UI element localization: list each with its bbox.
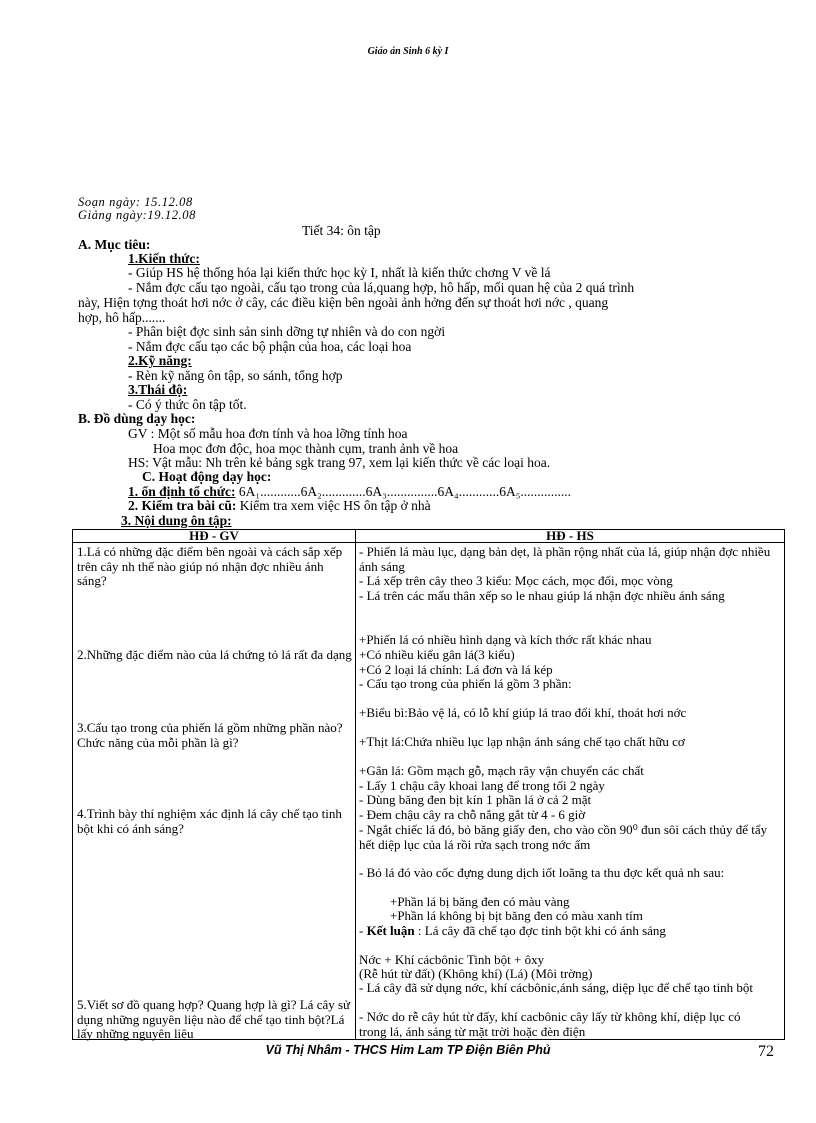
skills-line-1: - Rèn kỹ năng ôn tập, so sánh, tổng hợp bbox=[128, 368, 343, 383]
answer-line: +Biểu bì:Bảo vệ lá, có lỗ khí giúp lá trao đổi khí, thoát hơi nớc bbox=[359, 705, 687, 720]
teacher-questions-cell bbox=[73, 543, 356, 1040]
skills-heading: 2.Kỹ năng: bbox=[128, 353, 192, 368]
date-taught: Giảng ngày:19.12.08 bbox=[78, 208, 196, 222]
page-header: Giáo án Sinh 6 kỳ I bbox=[367, 46, 449, 57]
answer-line: +Phần lá không bị bịt băng đen có màu xanh tím bbox=[390, 908, 643, 923]
knowledge-line-5: - Phân biệt đợc sinh sản sinh dỡng tự nhiên và do con ngời bbox=[128, 324, 446, 339]
materials-teacher: GV : Một số mẫu hoa đơn tính và hoa lỡng tính hoa bbox=[128, 426, 408, 441]
knowledge-line-3: này, Hiện tợng thoát hơi nớc ở cây, các điều kiện bên ngoài ảnh hởng đến sự thoát hơi nớc , quang bbox=[78, 295, 609, 310]
knowledge-line-2: - Nắm đợc cấu tạo ngoài, cấu tạo trong của lá,quang hợp, hô hấp, mối quan hệ của 2 quá trình bbox=[128, 280, 635, 295]
review-content-heading: 3. Nội dung ôn tập: bbox=[121, 513, 232, 528]
page-number: 72 bbox=[758, 1043, 774, 1060]
lesson-title: Tiết 34: ôn tập bbox=[302, 223, 381, 238]
review-table bbox=[72, 529, 785, 1040]
answer-line: - Cấu tạo trong của phiến lá gồm 3 phần: bbox=[359, 676, 572, 691]
photosynthesis-sources: (Rễ hút từ đất) (Không khí) (Lá) (Môi trờng) bbox=[359, 966, 593, 981]
answer-line: - Lá cây đã sử dụng nớc, khí cácbônic,ánh sáng, diệp lục để chế tạo tinh bột bbox=[359, 980, 754, 995]
answer-line: - Bỏ lá đó vào cốc đựng dung dịch iốt loãng ta thu đợc kết quả nh sau: bbox=[359, 865, 725, 880]
answer-line: - Lá trên các mấu thân xếp so le nhau giúp lá nhận đợc nhiều ánh sáng bbox=[359, 588, 725, 603]
answer-line: +Có nhiều kiểu gân lá(3 kiểu) bbox=[359, 647, 515, 662]
knowledge-heading: 1.Kiến thức: bbox=[128, 251, 200, 266]
section-b-heading: B. Đồ dùng dạy học: bbox=[78, 411, 196, 426]
answer-line: +Phần lá bị băng đen có màu vàng bbox=[390, 894, 570, 909]
page-footer: Vũ Thị Nhâm - THCS Him Lam TP Điện Biên Phủ bbox=[265, 1043, 551, 1057]
conclusion-text: : Lá cây đã chế tạo đợc tinh bột khi có ánh sáng bbox=[417, 923, 666, 938]
photosynthesis-equation: Nớc + Khí cácbônic Tinh bột + ôxy bbox=[359, 952, 545, 967]
date-prepared: Soạn ngày: 15.12.08 bbox=[78, 195, 193, 209]
answer-line: +Có 2 loại lá chính: Lá đơn và lá kép bbox=[359, 662, 553, 677]
student-answers-cell bbox=[356, 543, 785, 1040]
class-list: 6A₁............6A₂.............6A₃...............6A₄............6A₅............... bbox=[238, 484, 572, 499]
answer-line: +Phiến lá có nhiều hình dạng và kích thớc rất khác nhau bbox=[359, 632, 652, 647]
question-3: 3.Cấu tạo trong của phiến lá gồm những phần nào? Chức năng của mỗi phần là gì? bbox=[77, 720, 343, 750]
answer-line: +Thịt lá:Chứa nhiều lục lạp nhận ánh sáng chế tạo chất hữu cơ bbox=[359, 734, 685, 749]
answer-line: - Đem chậu cây ra chỗ nắng gắt từ 4 - 6 giờ bbox=[359, 807, 586, 822]
question-2: 2.Những đặc điểm nào của lá chứng tỏ lá rất đa dạng bbox=[77, 647, 352, 662]
answer-line: - Lá xếp trên cây theo 3 kiểu: Mọc cách, mọc đối, mọc vòng bbox=[359, 573, 673, 588]
conclusion-label: Kết luận bbox=[366, 923, 415, 938]
answer-line: - Nớc do rễ cây hút từ đấy, khí cacbônic cây lấy từ không khí, diệp lục có trong lá, ánh sáng từ mặt trời hoặc đèn điện bbox=[359, 1009, 741, 1039]
homework-check-label: 2. Kiểm tra bài cũ: bbox=[128, 498, 237, 513]
answer-line: - Dùng băng đen bịt kín 1 phần lá ở cả 2 mặt bbox=[359, 792, 592, 807]
question-4: 4.Trình bày thí nghiệm xác định lá cây chế tạo tinh bột khi có ánh sáng? bbox=[77, 806, 342, 836]
knowledge-line-1: - Giúp HS hệ thống hóa lại kiến thức học kỳ I, nhất là kiến thức chơng V về lá bbox=[128, 265, 551, 280]
column-header-student: HĐ - HS bbox=[356, 530, 785, 543]
knowledge-line-6: - Nắm đợc cấu tạo các bộ phận của hoa, các loại hoa bbox=[128, 339, 412, 354]
answer-line: - Ngắt chiếc lá đó, bỏ băng giấy đen, cho vào cồn 90⁰ đun sôi cách thủy để tẩy hết diệp lục của lá rồi rửa sạch trong nớc ấm bbox=[359, 822, 768, 852]
materials-student: HS: Vật mẫu: Nh trên kẻ bảng sgk trang 97, xem lại kiến thức về các loại hoa. bbox=[128, 455, 551, 470]
column-header-teacher: HĐ - GV bbox=[73, 530, 356, 543]
section-c-heading: C. Hoạt động dạy học: bbox=[142, 469, 272, 484]
homework-check bbox=[128, 498, 431, 514]
attitude-line-1: - Có ý thức ôn tập tốt. bbox=[128, 397, 247, 412]
conclusion-line: - Kết luận : Lá cây đã chế tạo đợc tinh bột khi có ánh sáng bbox=[359, 923, 666, 938]
knowledge-line-4: hợp, hô hấp....... bbox=[78, 310, 166, 325]
question-5: 5.Viết sơ đồ quang hợp? Quang hợp là gì? Lá cây sử dụng những nguyên liệu nào để chế tạo tinh bột?Lá lấy những nguyên liệu bbox=[77, 997, 351, 1041]
attitude-heading: 3.Thái độ: bbox=[128, 382, 188, 397]
class-organization-label: 1. ổn định tổ chức: bbox=[128, 484, 236, 499]
question-1: 1.Lá có những đặc điểm bên ngoài và cách sắp xếp trên cây nh thế nào giúp nó nhận đợc nhiều ánh sáng? bbox=[77, 544, 343, 588]
homework-check-text: Kiểm tra xem việc HS ôn tập ở nhà bbox=[239, 498, 431, 513]
materials-teacher-2: Hoa mọc đơn độc, hoa mọc thành cụm, tranh ảnh về hoa bbox=[153, 441, 459, 456]
answer-line: - Lấy 1 chậu cây khoai lang để trong tối 2 ngày bbox=[359, 778, 605, 793]
answer-line: - Phiến lá màu lục, dạng bản dẹt, là phần rộng nhất của lá, giúp nhận đợc nhiều ánh sáng bbox=[359, 544, 771, 574]
section-a-heading: A. Mục tiêu: bbox=[78, 237, 151, 252]
answer-line: +Gân lá: Gồm mạch gỗ, mạch rây vận chuyển các chất bbox=[359, 763, 644, 778]
